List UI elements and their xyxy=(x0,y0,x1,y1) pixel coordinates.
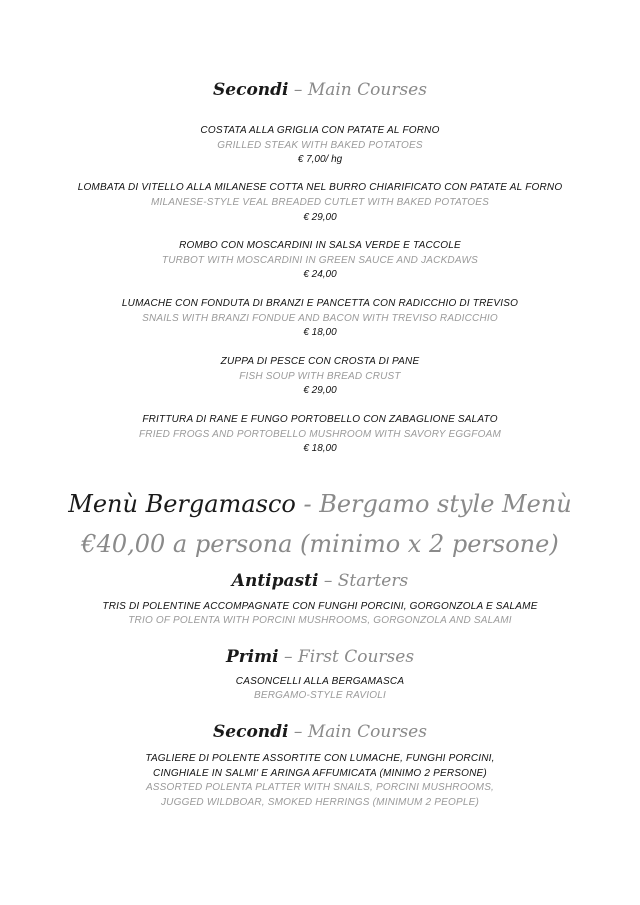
bergamo-secondi-english-1: ASSORTED POLENTA PLATTER WITH SNAILS, PORCINI MUSHROOMS, xyxy=(145,782,495,793)
primi-heading-en: First Courses xyxy=(297,647,415,667)
antipasti-heading-sep: – xyxy=(318,571,338,591)
dish-6-price: € 18,00 xyxy=(303,443,337,454)
dish-3-price: € 24,00 xyxy=(303,269,337,280)
secondi-heading-it: Secondi xyxy=(213,80,289,100)
dish-1-price: € 7,00/ hg xyxy=(297,154,343,165)
dish-4-english: SNAILS WITH BRANZI FONDUE AND BACON WITH TREVISO RADICCHIO xyxy=(142,313,498,324)
dish-2-italian: LOMBATA DI VITELLO ALLA MILANESE COTTA NEL BURRO CHIARIFICATO CON PATATE AL FORNO xyxy=(77,182,563,193)
antipasti-italian: TRIS DI POLENTINE ACCOMPAGNATE CON FUNGHI PORCINI, GORGONZOLA E SALAME xyxy=(102,601,538,612)
bergamo-secondi-english-2: JUGGED WILDBOAR, SMOKED HERRINGS (MINIMUM 2 PEOPLE) xyxy=(160,797,479,808)
dish-6-italian: FRITTURA DI RANE E FUNGO PORTOBELLO CON ZABAGLIONE SALATO xyxy=(142,414,498,425)
dish-4-italian: LUMACHE CON FONDUTA DI BRANZI E PANCETTA CON RADICCHIO DI TREVISO xyxy=(121,298,519,309)
bergamo-title-en: Bergamo style Menù xyxy=(319,490,572,518)
primi-italian: CASONCELLI ALLA BERGAMASCA xyxy=(235,676,405,687)
antipasti-english: TRIO OF POLENTA WITH PORCINI MUSHROOMS, GORGONZOLA AND SALAMI xyxy=(128,615,512,626)
primi-heading-sep: – xyxy=(278,647,298,667)
bergamo-secondi-italian-2: CINGHIALE IN SALMI' E ARINGA AFFUMICATA (MINIMO 2 PERSONE) xyxy=(153,768,487,779)
dish-5-italian: ZUPPA DI PESCE CON CROSTA DI PANE xyxy=(220,356,420,367)
dish-5-price: € 29,00 xyxy=(303,385,337,396)
antipasti-heading xyxy=(0,571,640,591)
dish-3-italian: ROMBO CON MOSCARDINI IN SALSA VERDE E TACCOLE xyxy=(179,240,461,251)
bergamo-secondi-heading-sep: – xyxy=(288,722,308,742)
dish-2-price: € 29,00 xyxy=(303,212,337,223)
bergamo-secondi-heading-en: Main Courses xyxy=(307,722,427,742)
antipasti-heading-it: Antipasti xyxy=(231,571,319,591)
secondi-heading xyxy=(0,80,640,100)
dish-6-english: FRIED FROGS AND PORTOBELLO MUSHROOM WITH SAVORY EGGFOAM xyxy=(139,429,501,440)
dish-2-english: MILANESE-STYLE VEAL BREADED CUTLET WITH BAKED POTATOES xyxy=(151,197,489,208)
dish-3-english: TURBOT WITH MOSCARDINI IN GREEN SAUCE AND JACKDAWS xyxy=(161,255,479,266)
primi-english: BERGAMO-STYLE RAVIOLI xyxy=(253,690,386,701)
dish-1-italian: COSTATA ALLA GRIGLIA CON PATATE AL FORNO xyxy=(200,125,440,136)
bergamo-menu-price: €40,00 a persona (minimo x 2 persone) xyxy=(81,530,559,558)
secondi-heading-en: Main Courses xyxy=(307,80,427,100)
dish-1-english: GRILLED STEAK WITH BAKED POTATOES xyxy=(217,140,423,151)
primi-heading-it: Primi xyxy=(225,647,279,667)
bergamo-secondi-heading xyxy=(0,722,640,742)
antipasti-heading-en: Starters xyxy=(337,571,409,591)
bergamo-title-sep: - xyxy=(295,490,320,518)
bergamo-menu-title xyxy=(0,490,640,518)
primi-heading xyxy=(0,647,640,667)
secondi-heading-sep: – xyxy=(288,80,308,100)
bergamo-title-it: Menù Bergamasco xyxy=(68,490,296,518)
dish-5-english: FISH SOUP WITH BREAD CRUST xyxy=(239,371,401,382)
bergamo-secondi-italian-1: TAGLIERE DI POLENTE ASSORTITE CON LUMACHE, FUNGHI PORCINI, xyxy=(145,753,495,764)
bergamo-secondi-heading-it: Secondi xyxy=(213,722,289,742)
dish-4-price: € 18,00 xyxy=(303,327,337,338)
